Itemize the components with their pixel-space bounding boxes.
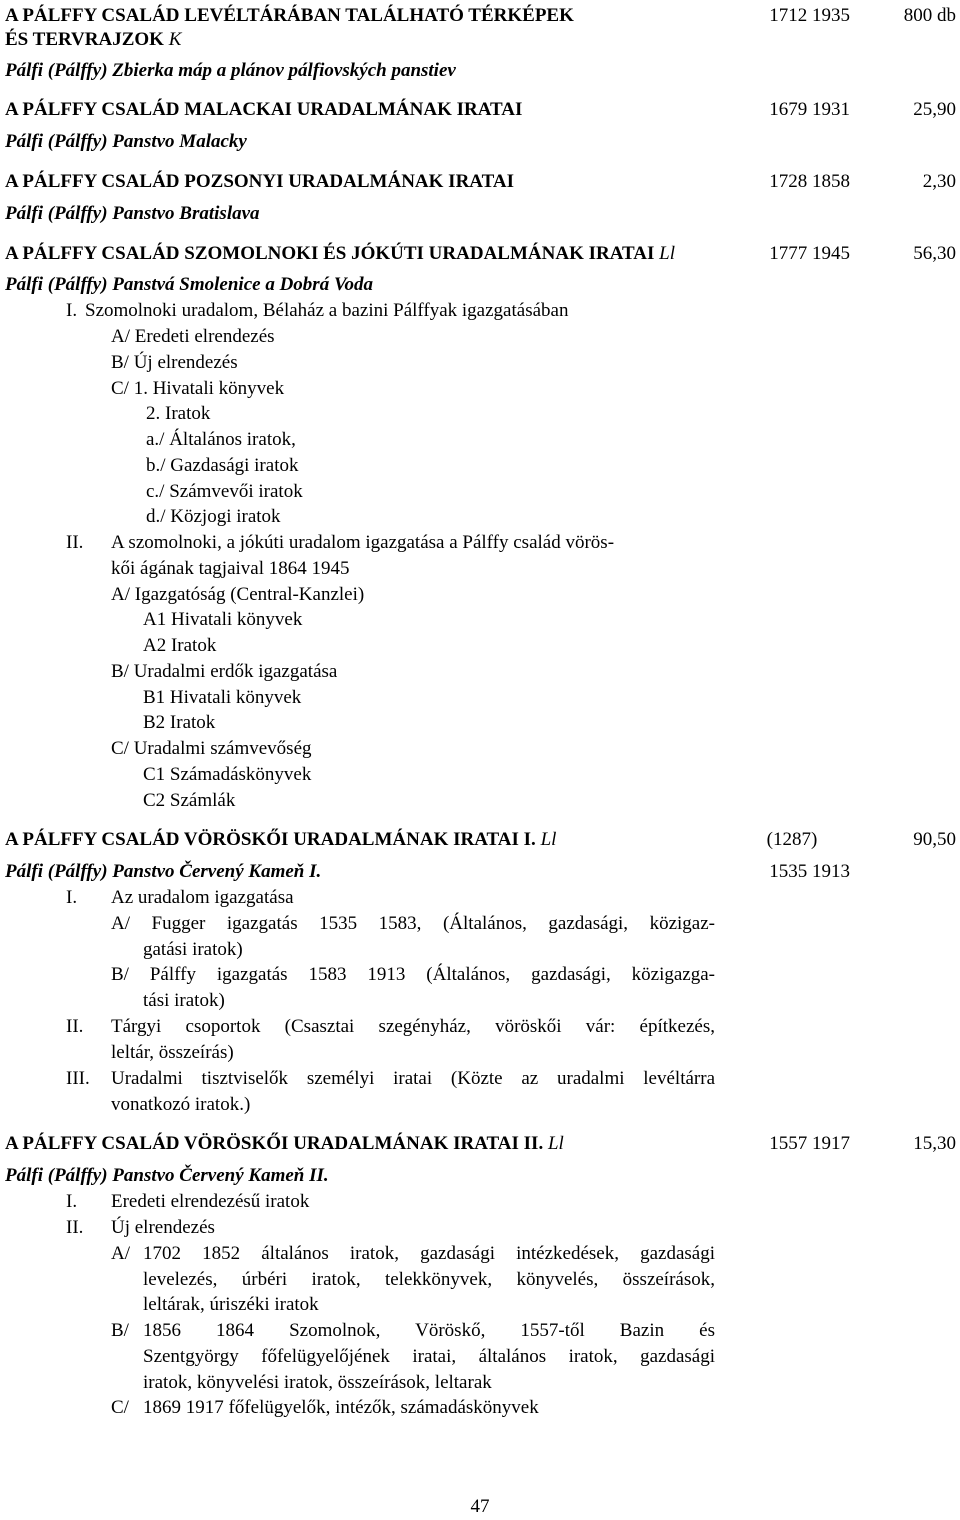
entry-subtitle: Pálfi (Pálffy) Panstvo Červený Kameň II.: [5, 1165, 329, 1186]
entry-subtitle: Pálfi (Pálffy) Zbierka máp a plánov pálfiovských panstiev: [5, 60, 456, 81]
outline-label: C/: [111, 1397, 129, 1418]
entry-extent: 15,30: [913, 1133, 956, 1154]
entry-title-mark: K: [168, 29, 182, 50]
outline-item: A/ Fugger igazgatás 1535 1583, (Általános, gazdasági, közigaz-: [111, 913, 715, 934]
outline-item: Uradalmi tisztviselők személyi iratai (Közte az uradalmi levéltárra: [111, 1068, 715, 1089]
outline-item: B2 Iratok: [143, 712, 216, 733]
page-number: 47: [470, 1496, 490, 1517]
entry-extent: 56,30: [913, 243, 956, 264]
entry-title: [5, 241, 675, 267]
entry-extent: 25,90: [913, 99, 956, 120]
outline-item: Eredeti elrendezésű iratok: [111, 1191, 310, 1212]
entry-subtitle: Pálfi (Pálffy) Panstvo Malacky: [5, 131, 247, 152]
outline-item: kői ágának tagjaival 1864 1945: [111, 558, 350, 579]
outline-item: B/ Új elrendezés: [111, 352, 238, 373]
entry-extent: 2,30: [922, 171, 956, 192]
outline-item: A/ Igazgatóság (Central-Kanzlei): [111, 584, 365, 605]
outline-item: gatási iratok): [143, 939, 243, 960]
outline-item: iratok, könyvelési iratok, összeírások, leltarak: [143, 1372, 492, 1393]
entry-years: 1712 1935: [769, 5, 850, 26]
entry-title-mark: Ll: [547, 1133, 564, 1154]
outline-numeral: I.: [66, 300, 78, 321]
outline-item: C2 Számlák: [143, 790, 236, 811]
entry-subtitle: Pálfi (Pálffy) Panstvo Bratislava: [5, 203, 260, 224]
outline-item: d./ Közjogi iratok: [146, 506, 281, 527]
outline-item: C1 Számadáskönyvek: [143, 764, 312, 785]
outline-item: leltár, összeírás): [111, 1042, 234, 1063]
entry-title-continued: [5, 27, 181, 53]
entry-title-mark: Ll: [540, 829, 557, 850]
entry-years: 1679 1931: [769, 99, 850, 120]
entry-title: [5, 1131, 564, 1157]
outline-item: a./ Általános iratok,: [146, 429, 296, 450]
outline-numeral: I.: [66, 887, 78, 908]
outline-item: 1702 1852 általános iratok, gazdasági intézkedések, gazdasági: [143, 1243, 715, 1264]
entry-title-text: A PÁLFFY CSALÁD VÖRÖSKŐI URADALMÁNAK IRATAI I.: [5, 829, 536, 850]
entry-title: A PÁLFFY CSALÁD MALACKAI URADALMÁNAK IRATAI: [5, 99, 523, 120]
outline-item: B/ Uradalmi erdők igazgatása: [111, 661, 338, 682]
outline-item: levelezés, úrbéri iratok, telekkönyvek, könyvelés, összeírások,: [143, 1269, 715, 1290]
outline-label: B/: [111, 1320, 129, 1341]
outline-item: Új elrendezés: [111, 1217, 215, 1238]
entry-years: 1777 1945: [769, 243, 850, 264]
outline-item: Szentgyörgy főfelügyelőjének iratai, általános iratok, gazdasági: [143, 1346, 715, 1367]
entry-title-text: ÉS TERVRAJZOK: [5, 29, 164, 50]
entry-subtitle: Pálfi (Pálffy) Panstvo Červený Kameň I.: [5, 861, 322, 882]
entry-title: A PÁLFFY CSALÁD LEVÉLTÁRÁBAN TALÁLHATÓ TÉRKÉPEK: [5, 5, 574, 26]
outline-item: C/ Uradalmi számvevőség: [111, 738, 312, 759]
outline-item: Tárgyi csoportok (Csasztai szegényház, vöröskői vár: építkezés,: [111, 1016, 715, 1037]
outline-item: tási iratok): [143, 990, 225, 1011]
outline-item: leltárak, úriszéki iratok: [143, 1294, 319, 1315]
outline-numeral: II.: [66, 1217, 84, 1238]
outline-item: Szomolnoki uradalom, Bélaház a bazini Pálffyak igazgatásában: [85, 300, 569, 321]
outline-item: Az uradalom igazgatása: [111, 887, 294, 908]
outline-item: 1856 1864 Szomolnok, Vöröskő, 1557-től Bazin és: [143, 1320, 715, 1341]
entry-subtitle-years: 1535 1913: [769, 861, 850, 882]
outline-item: vonatkozó iratok.): [111, 1094, 251, 1115]
outline-item: 2. Iratok: [146, 403, 211, 424]
entry-title-text: A PÁLFFY CSALÁD SZOMOLNOKI ÉS JÓKÚTI URADALMÁNAK IRATAI: [5, 243, 655, 264]
outline-item: A/ Eredeti elrendezés: [111, 326, 275, 347]
outline-item: A szomolnoki, a jókúti uradalom igazgatása a Pálffy család vörös-: [111, 532, 615, 553]
outline-item: B/ Pálffy igazgatás 1583 1913 (Általános, gazdasági, közigazga-: [111, 964, 715, 985]
entry-extent: 800 db: [903, 5, 956, 26]
entry-title-mark: Ll: [659, 243, 676, 264]
entry-extent: 90,50: [913, 829, 956, 850]
outline-item: c./ Számvevői iratok: [146, 481, 303, 502]
outline-item: C/ 1. Hivatali könyvek: [111, 378, 285, 399]
entry-subtitle: Pálfi (Pálffy) Panstvá Smolenice a Dobrá Voda: [5, 274, 374, 295]
outline-numeral: I.: [66, 1191, 78, 1212]
outline-item: 1869 1917 főfelügyelők, intézők, számadáskönyvek: [143, 1397, 539, 1418]
outline-numeral: III.: [66, 1068, 90, 1089]
entry-years: 1557 1917: [769, 1133, 850, 1154]
outline-label: A/: [111, 1243, 130, 1264]
outline-item: b./ Gazdasági iratok: [146, 455, 299, 476]
entry-title: [5, 827, 556, 853]
entry-title-text: A PÁLFFY CSALÁD VÖRÖSKŐI URADALMÁNAK IRATAI II.: [5, 1133, 544, 1154]
outline-item: A1 Hivatali könyvek: [143, 609, 303, 630]
outline-numeral: II.: [66, 532, 84, 553]
outline-item: B1 Hivatali könyvek: [143, 687, 302, 708]
entry-years: (1287): [766, 829, 818, 850]
entry-years: 1728 1858: [769, 171, 850, 192]
outline-numeral: II.: [66, 1016, 84, 1037]
outline-item: A2 Iratok: [143, 635, 217, 656]
entry-title: A PÁLFFY CSALÁD POZSONYI URADALMÁNAK IRATAI: [5, 171, 514, 192]
